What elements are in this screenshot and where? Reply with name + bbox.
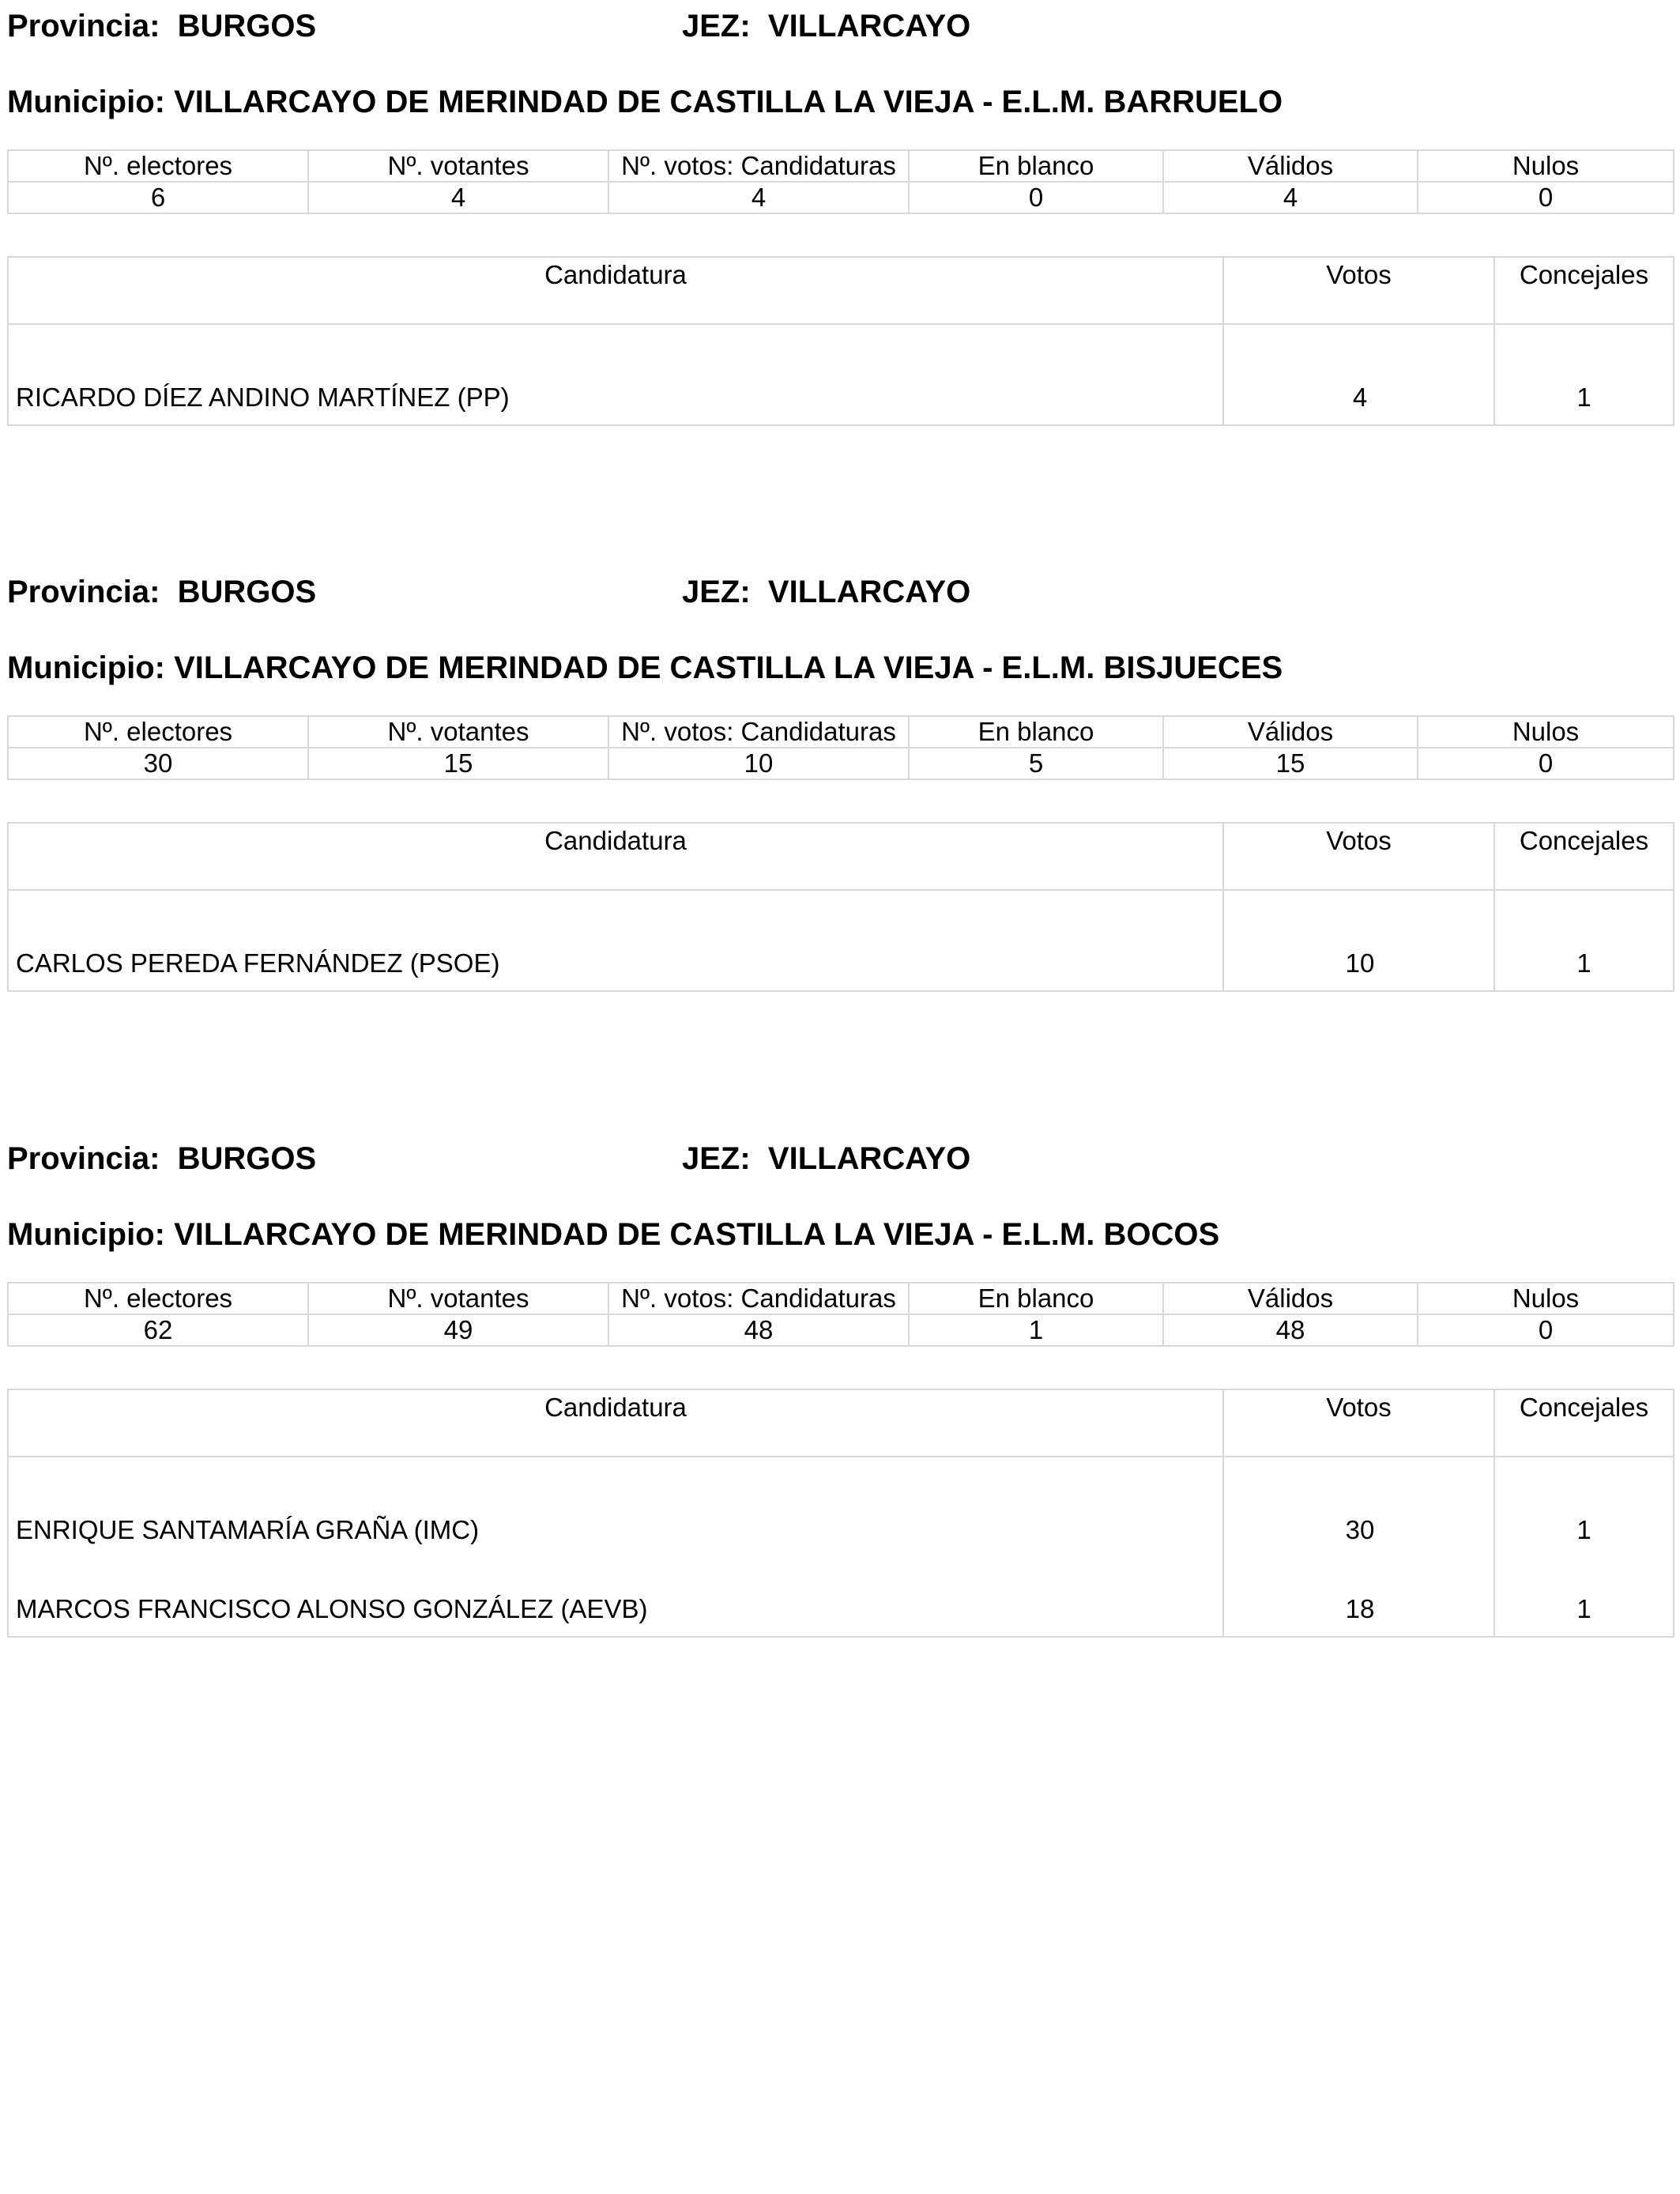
stats-header-electores: Nº. electores: [8, 150, 308, 182]
stats-value-validos: 15: [1163, 748, 1418, 779]
candidate-row: [8, 890, 1674, 991]
stats-header-votos-candidaturas: Nº. votos: Candidaturas: [608, 150, 909, 182]
candidate-name: ENRIQUE SANTAMARÍA GRAÑA (IMC): [8, 1457, 1223, 1557]
stats-value-row: [8, 748, 1674, 779]
stats-header-votos-candidaturas: Nº. votos: Candidaturas: [608, 716, 909, 748]
stats-header-validos: Válidos: [1163, 716, 1418, 748]
stats-table: [7, 715, 1674, 780]
municipio-label: Municipio:: [7, 85, 165, 119]
municipio-value: VILLARCAYO DE MERINDAD DE CASTILLA LA VIEJA - E.L.M. BISJUECES: [174, 650, 1283, 685]
stats-value-en-blanco: 5: [909, 748, 1163, 779]
candidate-name: MARCOS FRANCISCO ALONSO GONZÁLEZ (AEVB): [8, 1557, 1223, 1637]
stats-header-en-blanco: En blanco: [909, 716, 1163, 748]
stats-value-electores: 6: [8, 182, 308, 213]
stats-value-nulos: 0: [1418, 748, 1674, 779]
jez-value: VILLARCAYO: [767, 575, 971, 609]
candidates-header-row: [8, 823, 1674, 890]
stats-header-votantes: Nº. votantes: [308, 1283, 608, 1314]
provincia-label: Provincia:: [7, 1141, 160, 1176]
section-header: [7, 6, 1673, 46]
stats-value-votantes: 49: [308, 1314, 608, 1346]
stats-header-votos-candidaturas: Nº. votos: Candidaturas: [608, 1283, 909, 1314]
candidates-table: [7, 822, 1674, 992]
candidate-votes: 4: [1223, 324, 1494, 425]
provincia-value: BURGOS: [177, 575, 317, 609]
provincia-label: Provincia:: [7, 575, 160, 609]
candidates-header-concejales: Concejales: [1494, 1389, 1674, 1457]
jez-value: VILLARCAYO: [767, 1141, 971, 1176]
jez-label: JEZ:: [682, 575, 751, 609]
stats-header-nulos: Nulos: [1418, 716, 1674, 748]
stats-value-electores: 62: [8, 1314, 308, 1346]
stats-value-validos: 4: [1163, 182, 1418, 213]
candidates-header-candidatura: Candidatura: [8, 823, 1223, 890]
stats-header-electores: Nº. electores: [8, 716, 308, 748]
stats-header-en-blanco: En blanco: [909, 1283, 1163, 1314]
candidates-header-concejales: Concejales: [1494, 823, 1674, 890]
provincia-field: [7, 1139, 316, 1178]
candidates-header-votos: Votos: [1223, 1389, 1494, 1457]
stats-header-validos: Válidos: [1163, 150, 1418, 182]
candidate-votes: 10: [1223, 890, 1494, 991]
stats-header-row: [8, 716, 1674, 748]
candidates-header-candidatura: Candidatura: [8, 257, 1223, 324]
municipio-field: [7, 1215, 1219, 1254]
stats-value-row: [8, 1314, 1674, 1346]
candidates-table: [7, 256, 1674, 426]
stats-value-en-blanco: 0: [909, 182, 1163, 213]
municipio-field: [7, 82, 1283, 122]
candidate-name: RICARDO DÍEZ ANDINO MARTÍNEZ (PP): [8, 324, 1223, 425]
provincia-value: BURGOS: [177, 1141, 317, 1176]
candidates-header-row: [8, 1389, 1674, 1457]
stats-value-votantes: 4: [308, 182, 608, 213]
stats-value-nulos: 0: [1418, 1314, 1674, 1346]
candidate-concejales: 1: [1494, 890, 1674, 991]
stats-header-votantes: Nº. votantes: [308, 150, 608, 182]
candidate-votes: 18: [1223, 1557, 1494, 1637]
candidate-row: [8, 1457, 1674, 1557]
stats-value-votos-candidaturas: 4: [608, 182, 909, 213]
candidates-table: [7, 1389, 1674, 1638]
jez-label: JEZ:: [682, 1141, 751, 1176]
provincia-field: [7, 6, 316, 46]
stats-table: [7, 1282, 1674, 1347]
provincia-value: BURGOS: [177, 9, 317, 43]
candidates-header-concejales: Concejales: [1494, 257, 1674, 324]
municipio-value: VILLARCAYO DE MERINDAD DE CASTILLA LA VIEJA - E.L.M. BOCOS: [174, 1217, 1220, 1252]
municipio-label: Municipio:: [7, 650, 165, 685]
section-header: [7, 572, 1673, 612]
stats-value-votos-candidaturas: 48: [608, 1314, 909, 1346]
candidates-header-row: [8, 257, 1674, 324]
stats-value-votantes: 15: [308, 748, 608, 779]
candidate-row: [8, 1557, 1674, 1637]
stats-value-nulos: 0: [1418, 182, 1674, 213]
candidate-row: [8, 324, 1674, 425]
candidates-header-votos: Votos: [1223, 823, 1494, 890]
municipio-field: [7, 648, 1283, 688]
stats-value-en-blanco: 1: [909, 1314, 1163, 1346]
stats-value-row: [8, 182, 1674, 213]
stats-header-validos: Válidos: [1163, 1283, 1418, 1314]
candidate-votes: 30: [1223, 1457, 1494, 1557]
stats-header-en-blanco: En blanco: [909, 150, 1163, 182]
candidate-concejales: 1: [1494, 1557, 1674, 1637]
provincia-label: Provincia:: [7, 9, 160, 43]
section-header: [7, 1139, 1673, 1178]
jez-label: JEZ:: [682, 9, 751, 43]
stats-header-nulos: Nulos: [1418, 150, 1674, 182]
jez-value: VILLARCAYO: [767, 9, 971, 43]
stats-table: [7, 149, 1674, 214]
stats-header-row: [8, 150, 1674, 182]
jez-field: [682, 572, 970, 612]
municipio-value: VILLARCAYO DE MERINDAD DE CASTILLA LA VIEJA - E.L.M. BARRUELO: [174, 85, 1283, 119]
candidate-concejales: 1: [1494, 1457, 1674, 1557]
jez-field: [682, 6, 970, 46]
provincia-field: [7, 572, 316, 612]
stats-header-votantes: Nº. votantes: [308, 716, 608, 748]
stats-header-row: [8, 1283, 1674, 1314]
municipio-label: Municipio:: [7, 1217, 165, 1252]
candidate-name: CARLOS PEREDA FERNÁNDEZ (PSOE): [8, 890, 1223, 991]
candidates-header-votos: Votos: [1223, 257, 1494, 324]
stats-header-nulos: Nulos: [1418, 1283, 1674, 1314]
stats-value-electores: 30: [8, 748, 308, 779]
stats-value-votos-candidaturas: 10: [608, 748, 909, 779]
candidates-header-candidatura: Candidatura: [8, 1389, 1223, 1457]
stats-value-validos: 48: [1163, 1314, 1418, 1346]
jez-field: [682, 1139, 970, 1178]
stats-header-electores: Nº. electores: [8, 1283, 308, 1314]
candidate-concejales: 1: [1494, 324, 1674, 425]
